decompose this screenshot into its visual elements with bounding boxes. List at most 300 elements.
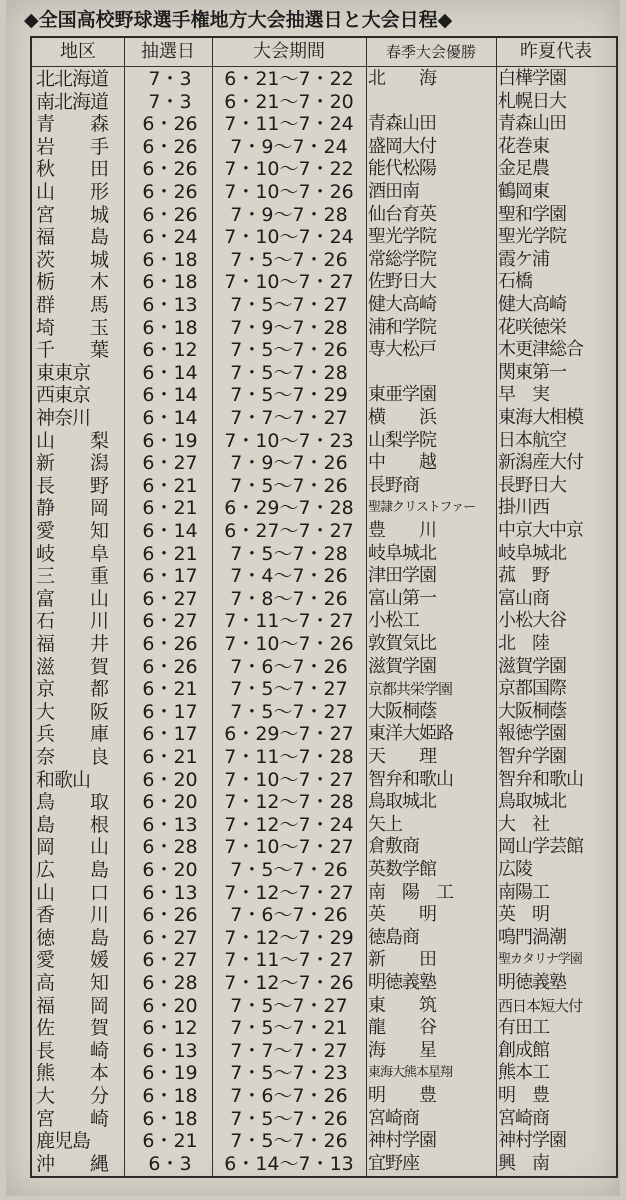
region-cell: 鹿児島 xyxy=(36,1130,91,1153)
draw-date-cell: 6・27 xyxy=(142,610,198,633)
table-row xyxy=(32,226,616,248)
spring-winner-cell: 山梨学院 xyxy=(368,429,436,451)
last-summer-cell: 智弁和歌山 xyxy=(498,768,583,790)
spring-winner-cell: 岐阜城北 xyxy=(368,542,436,564)
last-summer-cell: 岐阜城北 xyxy=(498,542,566,564)
region-cell: 山 口 xyxy=(36,881,109,904)
draw-date-cell: 6・20 xyxy=(142,994,198,1017)
last-summer-cell: 花巻東 xyxy=(498,135,549,157)
table-row xyxy=(32,882,616,904)
region-cell: 兵 庫 xyxy=(36,723,109,746)
draw-date-cell: 6・3 xyxy=(148,1152,192,1175)
draw-date-cell: 6・27 xyxy=(142,452,198,475)
draw-date-cell: 6・12 xyxy=(142,339,198,362)
period-cell: 7・5〜7・29 xyxy=(230,384,348,407)
table-row xyxy=(32,656,616,678)
last-summer-cell: 聖和学園 xyxy=(498,203,566,225)
table-row xyxy=(32,701,616,723)
region-cell: 愛 知 xyxy=(36,520,109,542)
draw-date-cell: 6・18 xyxy=(142,248,198,271)
period-cell: 7・5〜7・27 xyxy=(230,294,348,316)
table-row xyxy=(32,949,616,971)
spring-winner-cell: 佐野日大 xyxy=(368,271,436,293)
last-summer-cell: 掛川西 xyxy=(498,497,549,519)
region-cell: 滋 賀 xyxy=(36,655,109,678)
draw-date-cell: 6・13 xyxy=(142,881,198,904)
spring-winner-cell: 敦賀気比 xyxy=(368,633,436,654)
period-cell: 7・4〜7・26 xyxy=(230,565,348,588)
period-cell: 7・7〜7・27 xyxy=(230,407,348,429)
spring-winner-cell: 聖光学院 xyxy=(368,226,436,248)
period-cell: 7・11〜7・27 xyxy=(224,610,354,633)
spring-winner-cell: 智弁和歌山 xyxy=(368,768,453,790)
spring-winner-cell: 長野商 xyxy=(368,474,419,496)
region-cell: 岩 手 xyxy=(36,135,109,158)
spring-winner-cell: 神村学園 xyxy=(368,1130,436,1152)
period-cell: 7・5〜7・21 xyxy=(230,1017,348,1040)
region-cell: 東東京 xyxy=(36,361,91,384)
table-row xyxy=(32,814,616,836)
draw-date-cell: 6・21 xyxy=(142,474,198,497)
period-cell: 7・9〜7・28 xyxy=(230,316,348,339)
last-summer-cell: 札幌日大 xyxy=(498,90,566,112)
draw-date-cell: 6・24 xyxy=(142,226,198,249)
draw-date-cell: 6・26 xyxy=(142,181,198,203)
draw-date-cell: 6・21 xyxy=(142,746,198,768)
last-summer-cell: 鳴門渦潮 xyxy=(498,926,566,948)
table-row xyxy=(32,746,616,768)
last-summer-cell: 東海大相模 xyxy=(498,407,583,428)
spring-winner-cell: 中 越 xyxy=(368,452,436,474)
draw-date-cell: 6・28 xyxy=(142,836,198,859)
last-summer-cell: 大阪桐蔭 xyxy=(498,700,566,722)
last-summer-cell: 鶴岡東 xyxy=(498,181,549,202)
period-cell: 7・5〜7・26 xyxy=(230,1130,348,1153)
period-cell: 7・10〜7・24 xyxy=(224,226,354,249)
draw-date-cell: 6・21 xyxy=(142,678,198,701)
table-row xyxy=(32,723,616,745)
spring-winner-cell: 横 浜 xyxy=(368,407,436,428)
period-cell: 7・12〜7・27 xyxy=(224,881,354,904)
table-row xyxy=(32,1153,616,1175)
draw-date-cell: 6・26 xyxy=(142,203,198,226)
region-cell: 西東京 xyxy=(36,384,91,407)
spring-winner-cell: 英 明 xyxy=(368,904,436,926)
period-cell: 7・10〜7・26 xyxy=(224,633,354,655)
period-cell: 7・5〜7・27 xyxy=(230,994,348,1017)
region-cell: 群 馬 xyxy=(36,294,109,316)
draw-date-cell: 6・14 xyxy=(142,384,198,407)
last-summer-cell: 明徳義塾 xyxy=(498,972,566,993)
draw-date-cell: 6・26 xyxy=(142,904,198,927)
period-cell: 6・29〜7・28 xyxy=(224,497,354,520)
region-cell: 静 岡 xyxy=(36,497,109,520)
draw-date-cell: 6・27 xyxy=(142,587,198,610)
period-cell: 7・10〜7・23 xyxy=(224,429,354,452)
last-summer-cell: 宮崎商 xyxy=(498,1107,549,1129)
period-cell: 7・12〜7・29 xyxy=(224,926,354,949)
table-row xyxy=(32,271,616,293)
spring-winner-cell: 常総学院 xyxy=(368,248,436,270)
table-row xyxy=(32,791,616,813)
period-cell: 7・10〜7・27 xyxy=(224,768,354,791)
last-summer-cell: 木更津総合 xyxy=(498,339,583,361)
draw-date-cell: 6・21 xyxy=(142,497,198,520)
last-summer-cell: 青森山田 xyxy=(498,113,566,135)
last-summer-cell: 聖光学院 xyxy=(498,226,566,248)
last-summer-cell: 熊本工 xyxy=(498,1062,549,1084)
table-row xyxy=(32,204,616,226)
period-cell: 7・10〜7・22 xyxy=(224,158,354,181)
region-cell: 山 梨 xyxy=(36,429,109,452)
draw-date-cell: 6・27 xyxy=(142,949,198,972)
region-cell: 愛 媛 xyxy=(36,949,109,972)
region-cell: 青 森 xyxy=(36,113,109,136)
table-row xyxy=(32,543,616,565)
spring-winner-cell: 宮崎商 xyxy=(368,1107,419,1129)
last-summer-cell: 西日本短大付 xyxy=(498,996,583,1015)
table-row xyxy=(32,633,616,655)
last-summer-cell: 智弁学園 xyxy=(498,746,566,767)
spring-winner-cell: 津田学園 xyxy=(368,565,436,587)
region-cell: 奈 良 xyxy=(36,746,109,768)
spring-winner-cell: 龍 谷 xyxy=(368,1017,436,1039)
last-summer-cell: 岡山学芸館 xyxy=(498,836,583,858)
table-row xyxy=(32,995,616,1017)
table-row xyxy=(32,294,616,316)
region-cell: 宮 崎 xyxy=(36,1107,109,1130)
header-draw-date: 抽選日 xyxy=(141,41,195,62)
table-row xyxy=(32,1108,616,1130)
draw-date-cell: 6・13 xyxy=(142,294,198,316)
spring-winner-cell: 英数学館 xyxy=(368,859,436,880)
period-cell: 7・12〜7・28 xyxy=(224,791,354,814)
last-summer-cell: 報徳学園 xyxy=(498,723,566,745)
region-cell: 栃 木 xyxy=(36,271,109,294)
header-period: 大会期間 xyxy=(253,41,325,62)
draw-date-cell: 6・21 xyxy=(142,1130,198,1153)
draw-date-cell: 6・19 xyxy=(142,1062,198,1085)
table-row xyxy=(32,158,616,180)
period-cell: 7・6〜7・26 xyxy=(230,904,348,927)
period-cell: 7・6〜7・26 xyxy=(230,1085,348,1107)
draw-date-cell: 6・18 xyxy=(142,271,198,294)
last-summer-cell: 小松大谷 xyxy=(498,610,566,632)
region-cell: 秋 田 xyxy=(36,158,109,181)
table-row xyxy=(32,1130,616,1152)
period-cell: 6・29〜7・27 xyxy=(224,723,354,746)
draw-date-cell: 6・14 xyxy=(142,520,198,542)
last-summer-cell: 長野日大 xyxy=(498,474,566,496)
last-summer-cell: 健大高崎 xyxy=(498,294,566,315)
table-row xyxy=(32,68,616,90)
table-row xyxy=(32,475,616,497)
header-divider xyxy=(32,66,616,67)
table-row xyxy=(32,859,616,881)
region-cell: 福 岡 xyxy=(36,994,109,1017)
table-row xyxy=(32,1017,616,1039)
spring-winner-cell: 海 星 xyxy=(368,1039,436,1061)
last-summer-cell: 創成館 xyxy=(498,1039,549,1061)
table-row xyxy=(32,769,616,791)
draw-date-cell: 6・20 xyxy=(142,791,198,814)
header-spring-winner: 春季大会優勝 xyxy=(385,43,476,61)
last-summer-cell: 日本航空 xyxy=(498,429,566,451)
period-cell: 6・21〜7・20 xyxy=(224,90,354,113)
spring-winner-cell: 富山第一 xyxy=(368,587,436,609)
table-row xyxy=(32,339,616,361)
period-cell: 7・5〜7・26 xyxy=(230,474,348,497)
period-cell: 7・9〜7・24 xyxy=(230,135,348,158)
period-cell: 7・8〜7・26 xyxy=(230,587,348,610)
spring-winner-cell: 矢上 xyxy=(368,813,402,835)
table-row xyxy=(32,113,616,135)
draw-date-cell: 6・14 xyxy=(142,361,198,384)
table-row xyxy=(32,430,616,452)
draw-date-cell: 7・3 xyxy=(148,68,192,90)
region-cell: 岡 山 xyxy=(36,836,109,859)
period-cell: 7・5〜7・26 xyxy=(230,339,348,362)
region-cell: 福 井 xyxy=(36,633,109,655)
period-cell: 7・9〜7・26 xyxy=(230,452,348,475)
last-summer-cell: 北 陸 xyxy=(498,633,549,654)
spring-winner-cell: 盛岡大付 xyxy=(368,135,436,157)
region-cell: 石 川 xyxy=(36,610,109,633)
table-row xyxy=(32,497,616,519)
spring-winner-cell: 北 海 xyxy=(368,68,436,89)
last-summer-cell: 金足農 xyxy=(498,158,549,180)
region-cell: 福 島 xyxy=(36,226,109,249)
region-cell: 佐 賀 xyxy=(36,1017,109,1040)
last-summer-cell: 霞ケ浦 xyxy=(498,248,549,270)
last-summer-cell: 大 社 xyxy=(498,813,549,835)
draw-date-cell: 6・13 xyxy=(142,1039,198,1062)
table-row xyxy=(32,1040,616,1062)
table-row xyxy=(32,1062,616,1084)
region-cell: 香 川 xyxy=(36,904,109,927)
spring-winner-cell: 徳島商 xyxy=(368,926,419,948)
draw-date-cell: 7・3 xyxy=(148,90,192,113)
region-cell: 島 根 xyxy=(36,813,109,836)
table-row xyxy=(32,565,616,587)
region-cell: 千 葉 xyxy=(36,339,109,362)
header-last-summer: 昨夏代表 xyxy=(520,41,592,62)
draw-date-cell: 6・17 xyxy=(142,700,198,723)
region-cell: 埼 玉 xyxy=(36,316,109,339)
last-summer-cell: 石橋 xyxy=(498,271,532,293)
period-cell: 7・10〜7・27 xyxy=(224,836,354,859)
table-row xyxy=(32,136,616,158)
region-cell: 大 分 xyxy=(36,1085,109,1107)
period-cell: 7・5〜7・26 xyxy=(230,248,348,271)
table-title: ◆全国高校野球選手権地方大会抽選日と大会日程◆ xyxy=(24,9,453,31)
period-cell: 7・5〜7・26 xyxy=(230,859,348,881)
last-summer-cell: 中京大中京 xyxy=(498,520,583,541)
last-summer-cell: 興 南 xyxy=(498,1152,549,1174)
draw-date-cell: 6・18 xyxy=(142,1085,198,1107)
spring-winner-cell: 宜野座 xyxy=(368,1152,419,1174)
last-summer-cell: 京都国際 xyxy=(498,678,566,700)
draw-date-cell: 6・21 xyxy=(142,542,198,565)
draw-date-cell: 6・28 xyxy=(142,972,198,994)
last-summer-cell: 富山商 xyxy=(498,587,549,609)
table-row xyxy=(32,362,616,384)
spring-winner-cell: 明 豊 xyxy=(368,1085,436,1106)
region-cell: 宮 城 xyxy=(36,203,109,226)
last-summer-cell: 鳥取城北 xyxy=(498,791,566,813)
region-cell: 大 阪 xyxy=(36,700,109,723)
period-cell: 7・11〜7・27 xyxy=(224,949,354,972)
table-row xyxy=(32,452,616,474)
newspaper-page xyxy=(6,0,620,1196)
table-row xyxy=(32,181,616,203)
region-cell: 長 崎 xyxy=(36,1039,109,1062)
table-row xyxy=(32,927,616,949)
spring-winner-cell: 明徳義塾 xyxy=(368,972,436,993)
spring-winner-cell xyxy=(368,362,494,384)
region-cell: 長 野 xyxy=(36,474,109,497)
period-cell: 7・11〜7・28 xyxy=(224,746,354,768)
region-cell: 鳥 取 xyxy=(36,791,109,814)
region-cell: 広 島 xyxy=(36,859,109,881)
period-cell: 7・5〜7・28 xyxy=(230,542,348,565)
spring-winner-cell: 専大松戸 xyxy=(368,339,436,361)
last-summer-cell: 関東第一 xyxy=(498,361,566,383)
spring-winner-cell: 能代松陽 xyxy=(368,158,436,180)
region-cell: 北北海道 xyxy=(36,68,109,90)
region-cell: 三 重 xyxy=(36,565,109,588)
spring-winner-cell: 健大高崎 xyxy=(368,294,436,315)
draw-date-cell: 6・13 xyxy=(142,813,198,836)
table-row xyxy=(32,520,616,542)
schedule-table xyxy=(30,36,618,1178)
draw-date-cell: 6・27 xyxy=(142,926,198,949)
region-cell: 岐 阜 xyxy=(36,542,109,565)
draw-date-cell: 6・26 xyxy=(142,135,198,158)
table-row xyxy=(32,588,616,610)
table-row xyxy=(32,610,616,632)
spring-winner-cell: 鳥取城北 xyxy=(368,791,436,813)
last-summer-cell: 広陵 xyxy=(498,859,532,880)
spring-winner-cell: 東洋大姫路 xyxy=(368,723,453,745)
period-cell: 7・5〜7・26 xyxy=(230,1107,348,1130)
spring-winner-cell: 小松工 xyxy=(368,610,419,632)
region-cell: 京 都 xyxy=(36,678,109,701)
spring-winner-cell: 東 筑 xyxy=(368,994,436,1016)
region-cell: 高 知 xyxy=(36,972,109,994)
draw-date-cell: 6・26 xyxy=(142,158,198,181)
spring-winner-cell: 京都共栄学園 xyxy=(368,680,453,699)
region-cell: 山 形 xyxy=(36,181,109,203)
region-cell: 熊 本 xyxy=(36,1062,109,1085)
last-summer-cell: 花咲徳栄 xyxy=(498,316,566,338)
region-cell: 茨 城 xyxy=(36,248,109,271)
last-summer-cell: 滋賀学園 xyxy=(498,655,566,677)
last-summer-cell: 聖カタリナ学園 xyxy=(498,952,582,968)
last-summer-cell: 英 明 xyxy=(498,904,549,926)
spring-winner-cell: 倉敷商 xyxy=(368,836,419,858)
period-cell: 7・5〜7・23 xyxy=(230,1062,348,1085)
table-row xyxy=(32,1085,616,1107)
spring-winner-cell: 仙台育英 xyxy=(368,203,436,225)
last-summer-cell: 有田工 xyxy=(498,1017,549,1039)
region-cell: 富 山 xyxy=(36,587,109,610)
period-cell: 7・5〜7・27 xyxy=(230,700,348,723)
last-summer-cell: 神村学園 xyxy=(498,1130,566,1152)
table-row xyxy=(32,407,616,429)
table-row xyxy=(32,384,616,406)
draw-date-cell: 6・20 xyxy=(142,859,198,881)
table-row xyxy=(32,317,616,339)
last-summer-cell: 明 豊 xyxy=(498,1085,549,1106)
table-row xyxy=(32,249,616,271)
draw-date-cell: 6・26 xyxy=(142,113,198,136)
period-cell: 7・5〜7・27 xyxy=(230,678,348,701)
spring-winner-cell: 青森山田 xyxy=(368,113,436,135)
spring-winner-cell xyxy=(368,91,494,113)
draw-date-cell: 6・26 xyxy=(142,633,198,655)
period-cell: 6・27〜7・27 xyxy=(224,520,354,542)
period-cell: 7・5〜7・28 xyxy=(230,361,348,384)
spring-winner-cell: 豊 川 xyxy=(368,520,436,541)
spring-winner-cell: 滋賀学園 xyxy=(368,655,436,677)
spring-winner-cell: 酒田南 xyxy=(368,181,419,202)
spring-winner-cell: 東亜学園 xyxy=(368,384,436,406)
table-row xyxy=(32,904,616,926)
region-cell: 徳 島 xyxy=(36,926,109,949)
region-cell: 南北海道 xyxy=(36,90,109,113)
period-cell: 6・14〜7・13 xyxy=(224,1152,354,1175)
spring-winner-cell: 浦和学院 xyxy=(368,316,436,338)
spring-winner-cell: 天 理 xyxy=(368,746,436,767)
region-cell: 沖 縄 xyxy=(36,1152,109,1175)
last-summer-cell: 菰 野 xyxy=(498,565,549,587)
period-cell: 7・11〜7・24 xyxy=(224,113,354,136)
period-cell: 7・10〜7・27 xyxy=(224,271,354,294)
period-cell: 7・7〜7・27 xyxy=(230,1039,348,1062)
region-cell: 和歌山 xyxy=(36,768,91,791)
region-cell: 神奈川 xyxy=(36,407,91,429)
table-row xyxy=(32,678,616,700)
table-row xyxy=(32,836,616,858)
draw-date-cell: 6・18 xyxy=(142,1107,198,1130)
table-row xyxy=(32,972,616,994)
period-cell: 7・12〜7・24 xyxy=(224,813,354,836)
last-summer-cell: 白樺学園 xyxy=(498,68,566,89)
region-cell: 新 潟 xyxy=(36,452,109,475)
period-cell: 7・10〜7・26 xyxy=(224,181,354,203)
spring-winner-cell: 東海大熊本星翔 xyxy=(368,1065,453,1081)
spring-winner-cell: 大阪桐蔭 xyxy=(368,700,436,722)
period-cell: 7・12〜7・26 xyxy=(224,972,354,994)
spring-winner-cell: 新 田 xyxy=(368,949,436,971)
draw-date-cell: 6・14 xyxy=(142,407,198,429)
period-cell: 7・6〜7・26 xyxy=(230,655,348,678)
table-row xyxy=(32,91,616,113)
draw-date-cell: 6・26 xyxy=(142,655,198,678)
spring-winner-cell: 南 陽 工 xyxy=(368,881,453,903)
last-summer-cell: 南陽工 xyxy=(498,881,549,903)
period-cell: 7・9〜7・28 xyxy=(230,203,348,226)
draw-date-cell: 6・18 xyxy=(142,316,198,339)
last-summer-cell: 早 実 xyxy=(498,384,549,406)
last-summer-cell: 新潟産大付 xyxy=(498,452,583,474)
period-cell: 6・21〜7・22 xyxy=(224,68,354,90)
draw-date-cell: 6・20 xyxy=(142,768,198,791)
draw-date-cell: 6・19 xyxy=(142,429,198,452)
draw-date-cell: 6・17 xyxy=(142,565,198,588)
spring-winner-cell: 聖隷クリストファー xyxy=(368,500,476,516)
